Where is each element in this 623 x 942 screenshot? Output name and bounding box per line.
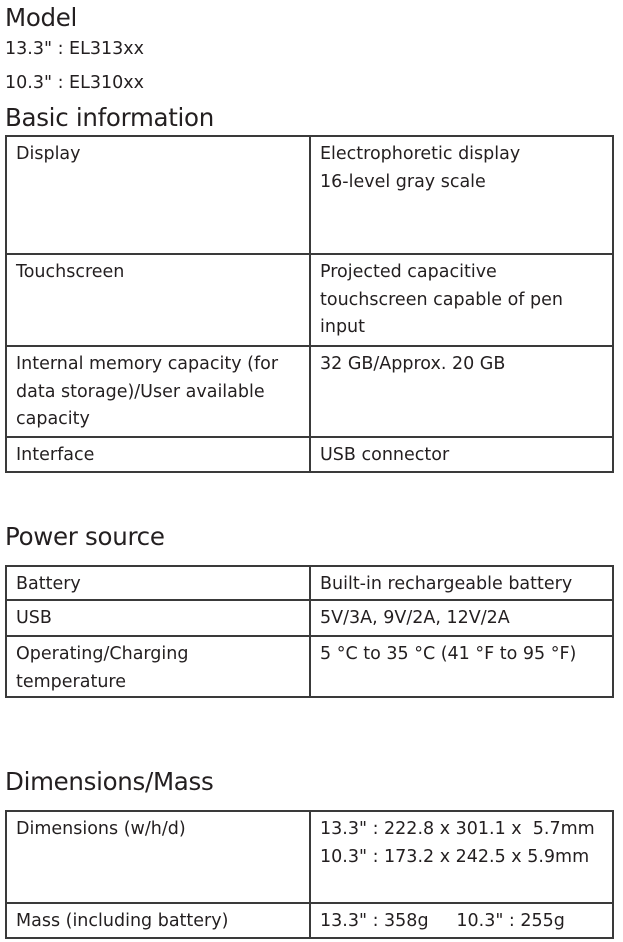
dimensions-mass-heading: Dimensions/Mass	[5, 767, 214, 796]
table-row	[6, 566, 613, 600]
table-row	[6, 346, 613, 437]
row-label: Mass (including battery)	[6, 903, 310, 938]
row-label: Internal memory capacity (for data storage)/User available capacity	[6, 346, 310, 437]
model-heading: Model	[5, 3, 78, 32]
table-row	[6, 903, 613, 938]
basic-info-heading: Basic information	[5, 103, 214, 132]
value-line: Electrophoretic display	[320, 144, 521, 164]
model-10-line: 10.3" : EL310xx	[5, 73, 144, 93]
table-row	[6, 636, 613, 697]
value-line: 13.3" : 358g 10.3" : 255g	[320, 911, 565, 931]
dimensions-mass-table	[5, 810, 614, 939]
power-source-heading: Power source	[5, 522, 165, 551]
value-line: 5V/3A, 9V/2A, 12V/2A	[320, 608, 510, 628]
table-row	[6, 600, 613, 636]
row-label: Touchscreen	[6, 254, 310, 346]
value-line: 10.3" : 173.2 x 242.5 x 5.9mm	[320, 846, 590, 867]
table-row	[6, 811, 613, 903]
value-line: 32 GB/Approx. 20 GB	[320, 354, 506, 374]
row-value	[310, 254, 613, 346]
row-label: Operating/Charging temperature	[6, 636, 310, 697]
value-line: 16-level gray scale	[320, 171, 486, 192]
table-row	[6, 254, 613, 346]
row-label: Interface	[6, 437, 310, 472]
row-value	[310, 600, 613, 636]
row-value	[310, 636, 613, 697]
row-value	[310, 811, 613, 903]
value-line: touchscreen capable of pen	[320, 289, 563, 310]
row-label: USB	[6, 600, 310, 636]
row-value	[310, 437, 613, 472]
row-label: Dimensions (w/h/d)	[6, 811, 310, 903]
value-line: 5 °C to 35 °C (41 °F to 95 °F)	[320, 644, 577, 664]
power-source-table	[5, 565, 614, 698]
row-value	[310, 903, 613, 938]
value-line: 13.3" : 222.8 x 301.1 x 5.7mm	[320, 819, 595, 839]
value-line: Built-in rechargeable battery	[320, 574, 573, 594]
row-label: Battery	[6, 566, 310, 600]
row-value	[310, 136, 613, 254]
table-row	[6, 136, 613, 254]
model-13-line: 13.3" : EL313xx	[5, 39, 144, 59]
value-line: USB connector	[320, 445, 450, 465]
basic-info-table	[5, 135, 614, 473]
value-line: input	[320, 317, 366, 337]
row-label: Display	[6, 136, 310, 254]
value-line: Projected capacitive	[320, 262, 497, 282]
table-row	[6, 437, 613, 472]
row-value	[310, 346, 613, 437]
row-value	[310, 566, 613, 600]
